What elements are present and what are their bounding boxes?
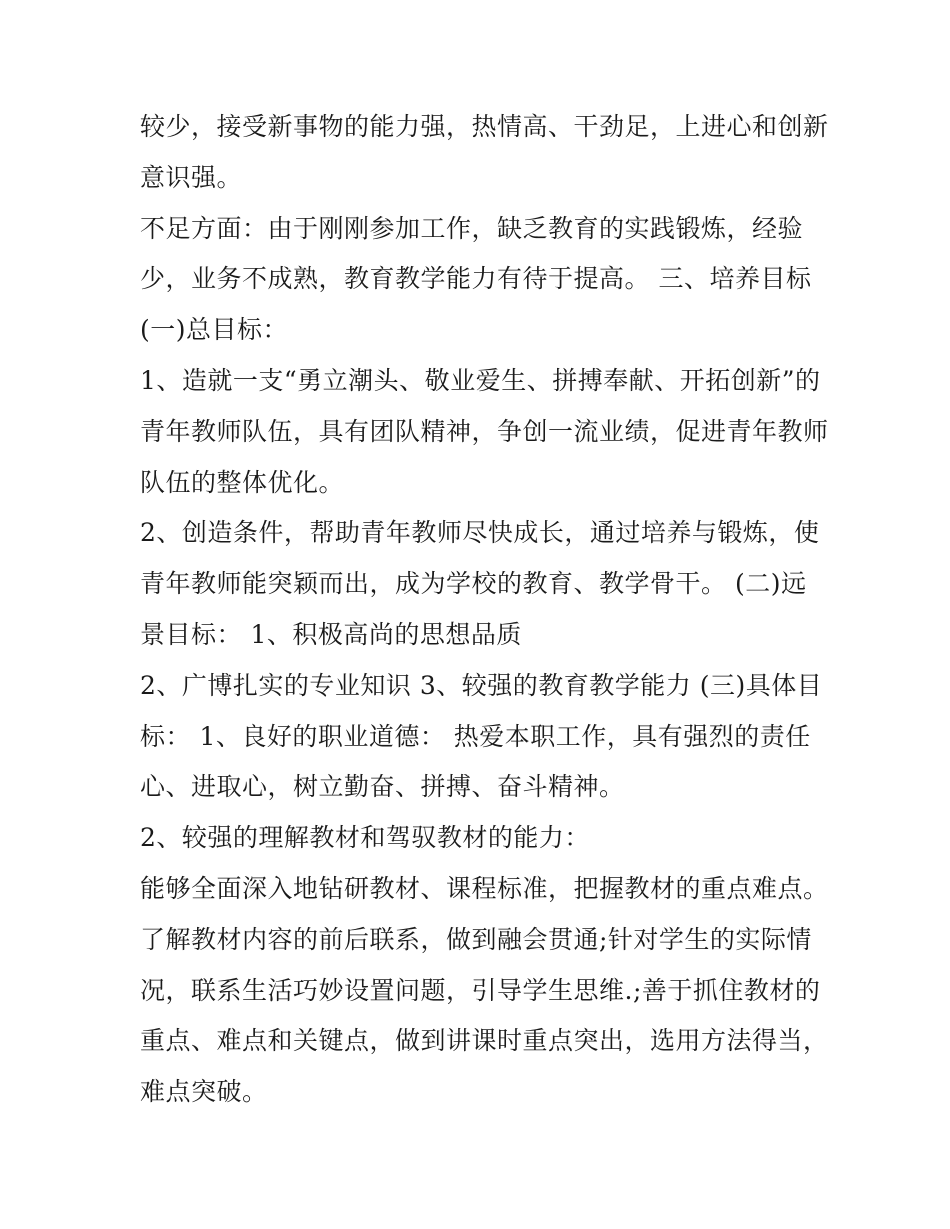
- text-line: 心、进取心，树立勤奋、拼搏、奋斗精神。: [140, 772, 625, 802]
- text-line: 难点突破。: [140, 1077, 268, 1107]
- text-line: 标： 1、良好的职业道德： 热爱本职工作，具有强烈的责任: [140, 721, 811, 751]
- text-line: 2、创造条件，帮助青年教师尽快成长，通过培养与锻炼，使: [140, 518, 820, 548]
- text-line: 较少，接受新事物的能力强，热情高、干劲足，上进心和创新: [140, 112, 829, 141]
- text-line: 少，业务不成熟，教育教学能力有待于提高。 三、培养目标: [140, 264, 812, 294]
- text-line: 况，联系生活巧妙设置问题，引导学生思维.;善于抓住教材的: [140, 975, 821, 1005]
- text-line: 重点、难点和关键点，做到讲课时重点突出，选用方法得当，: [140, 1026, 829, 1056]
- text-line: 青年教师能突颖而出，成为学校的教育、教学骨干。 (二)远: [140, 569, 807, 599]
- text-line: 1、造就一支“勇立潮头、敬业爱生、拼搏奉献、开拓创新”的: [140, 365, 821, 395]
- text-line: 队伍的整体优化。: [140, 467, 345, 497]
- document-body: [140, 102, 830, 1118]
- text-line: 景目标： 1、积极高尚的思想品质: [140, 619, 522, 649]
- text-line: 青年教师队伍，具有团队精神，争创一流业绩，促进青年教师: [140, 416, 829, 446]
- text-line: 能够全面深入地钻研教材、课程标准，把握教材的重点难点。: [140, 873, 829, 903]
- text-line: (一)总目标：: [140, 315, 289, 345]
- text-line: 不足方面：由于刚刚参加工作，缺乏教育的实践锻炼，经验: [140, 213, 804, 243]
- text-line: 2、较强的理解教材和驾驭教材的能力：: [140, 823, 590, 853]
- text-line: 2、广博扎实的专业知识 3、较强的教育教学能力 (三)具体目: [140, 670, 823, 700]
- text-line: 了解教材内容的前后联系，做到融会贯通;针对学生的实际情: [140, 924, 812, 954]
- text-line: 意识强。: [140, 162, 243, 192]
